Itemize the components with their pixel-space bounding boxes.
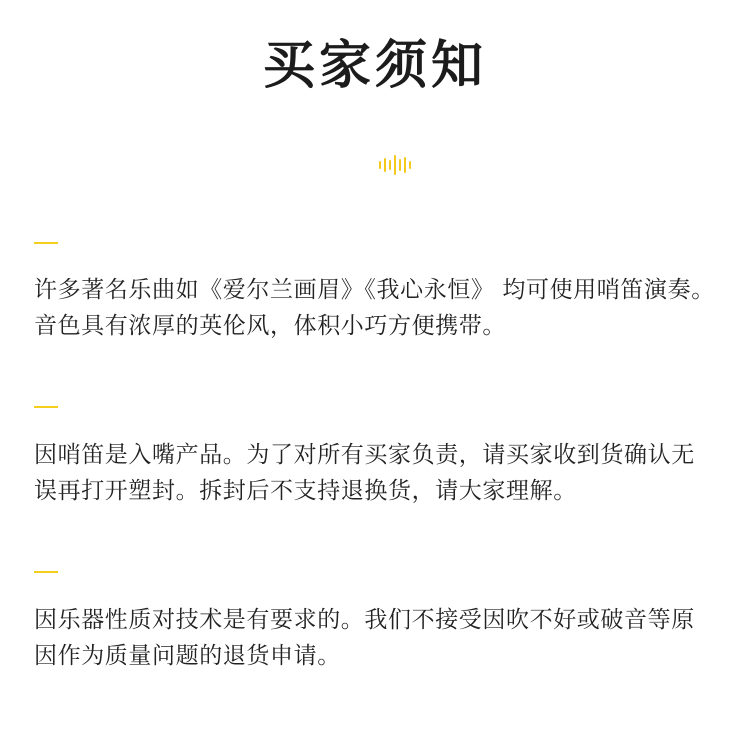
section-text-2: 因哨笛是入嘴产品。为了对所有买家负责，请买家收到货确认无误再打开塑封。拆封后不支持退换货，请大家理解。 [34, 442, 695, 504]
sound-wave-icon [378, 153, 412, 177]
section-accent-line [34, 406, 58, 408]
section-accent-line [34, 242, 58, 244]
section-text-1: 许多著名乐曲如《爱尔兰画眉》《我心永恒》 均可使用哨笛演奏。音色具有浓厚的英伦风，体积小巧方便携带。 [34, 277, 715, 339]
page-title: 买家须知 [262, 36, 487, 96]
section-text-3: 因乐器性质对技术是有要求的。我们不接受因吹不好或破音等原因作为质量问题的退货申请。 [34, 607, 695, 669]
section-accent-line [34, 571, 58, 573]
